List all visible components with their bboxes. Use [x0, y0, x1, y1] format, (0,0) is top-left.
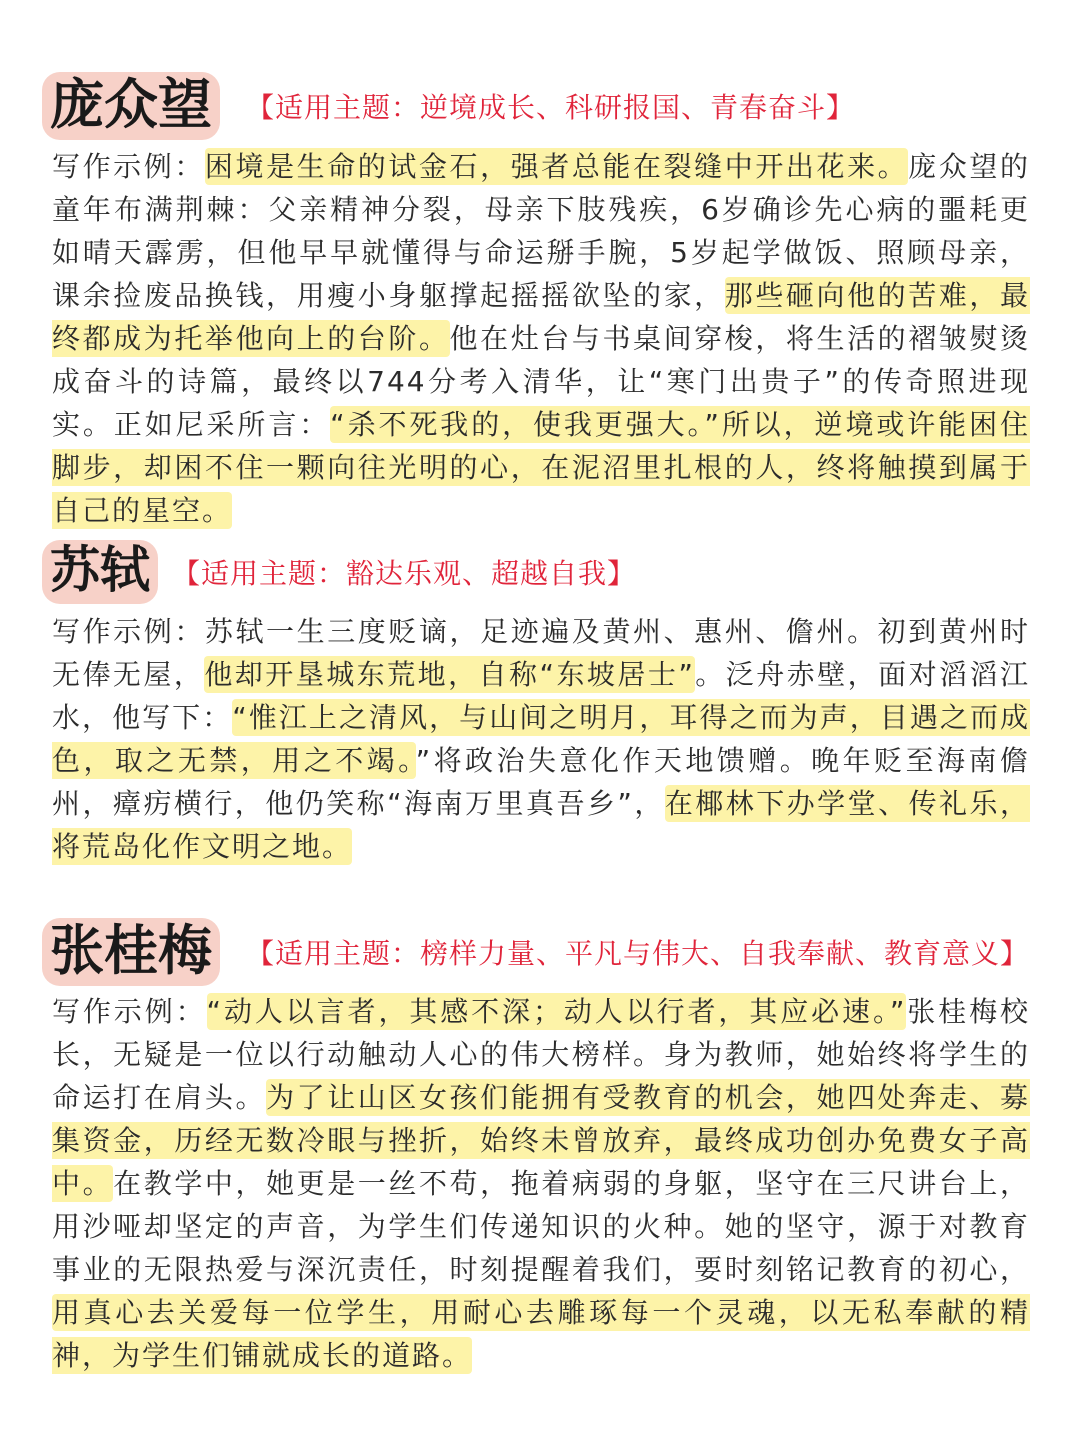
- highlighted-text: “杀不死我的，使我更强大。”所以，逆境或许能困住脚步，却困不住一颗向往光明的心，在泥沼里扎根的人，终将触摸到属于自己的星空。: [52, 408, 1030, 527]
- text-segment: 张桂梅校长，无疑是一位以行动触动人心的伟大榜样。身为教师，她始终将学生的命运打在肩头。: [52, 995, 1030, 1114]
- highlighted-text: 困境是生命的试金石，强者总能在裂缝中开出花来。: [204, 150, 909, 183]
- text-segment: 庞众望的童年布满荆棘：父亲精神分裂，母亲下肢残疾，6岁确诊先心病的噩耗更如晴天霹雳，但他早早就懂得与命运掰手腕，5岁起学做饭、照顾母亲，课余捡废品换钱，用瘦小身躯撑起摇摇欲坠的家，: [52, 150, 1030, 312]
- section-header: [42, 72, 855, 140]
- text-segment: 写作示例：苏轼一生三度贬谪，足迹遍及黄州、惠州、儋州。初到黄州时无俸无屋，: [52, 615, 1030, 691]
- highlighted-text: “动人以言者，其感不深；动人以行者，其应必速。”: [206, 995, 907, 1028]
- theme-tags: 【适用主题：豁达乐观、超越自我】: [172, 556, 637, 590]
- theme-tags: 【适用主题：榜样力量、平凡与伟大、自我奉献、教育意义】: [246, 937, 1030, 971]
- section-header: [42, 918, 1029, 986]
- text-segment: ”将政治失意化作天地馈赠。晚年贬至海南儋州，瘴疠横行，他仍笑称“海南万里真吾乡”，: [52, 744, 1030, 820]
- highlighted-text: 他却开垦城东荒地，自称“东坡居士”: [204, 658, 695, 691]
- person-name: 张桂梅: [42, 918, 220, 986]
- highlighted-text: 那些砸向他的苦难，最终都成为托举他向上的台阶。: [52, 279, 1030, 355]
- highlighted-text: “惟江上之清风，与山间之明月，耳得之而为声，目遇之而成色，取之无禁，用之不竭。: [52, 701, 1030, 777]
- example-paragraph: [52, 610, 1030, 868]
- text-segment: 在教学中，她更是一丝不苟，拖着病弱的身躯，坚守在三尺讲台上，用沙哑却坚定的声音，为学生们传递知识的火种。她的坚守，源于对教育事业的无限热爱与深沉责任，时刻提醒着我们，要时刻铭记教育的初心，: [52, 1167, 1030, 1286]
- example-paragraph: [52, 145, 1030, 532]
- text-segment: 写作示例：: [52, 995, 207, 1028]
- person-name: 庞众望: [42, 72, 220, 140]
- highlighted-text: 在椰林下办学堂、传礼乐，将荒岛化作文明之地。: [52, 787, 1030, 863]
- theme-tags: 【适用主题：逆境成长、科研报国、青春奋斗】: [246, 91, 856, 125]
- example-paragraph: [52, 990, 1030, 1377]
- section-header: [42, 540, 636, 604]
- highlighted-text: 为了让山区女孩们能拥有受教育的机会，她四处奔走、募集资金，历经无数冷眼与挫折，始终未曾放弃，最终成功创办免费女子高中。: [52, 1081, 1030, 1200]
- text-segment: 写作示例：: [52, 150, 205, 183]
- highlighted-text: 用真心去关爱每一位学生，用耐心去雕琢每一个灵魂，以无私奉献的精神，为学生们铺就成长的道路。: [52, 1296, 1030, 1372]
- text-segment: 。泛舟赤壁，面对滔滔江水，他写下：: [52, 658, 1030, 734]
- person-name: 苏轼: [42, 540, 158, 604]
- text-segment: 他在灶台与书桌间穿梭，将生活的褶皱熨烫成奋斗的诗篇，最终以744分考入清华，让“寒门出贵子”的传奇照进现实。正如尼采所言：: [52, 322, 1030, 441]
